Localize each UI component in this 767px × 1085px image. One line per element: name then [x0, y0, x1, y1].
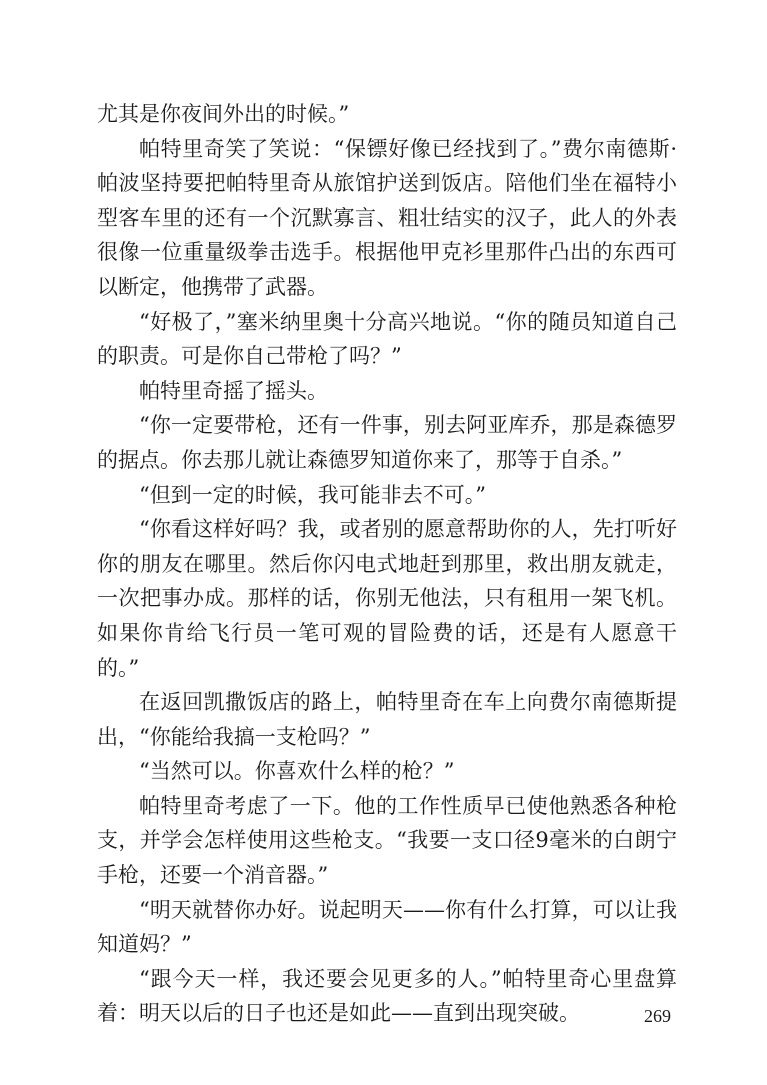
paragraph: 在返回凯撒饭店的路上，帕特里奇在车上向费尔南德斯提出，“你能给我搞一支枪吗？” [97, 690, 677, 749]
paragraph: 帕特里奇摇了摇头。 [139, 378, 328, 403]
body-text [97, 97, 677, 1031]
paragraph: “好极了，”塞米纳里奥十分高兴地说。“你的随员知道自己的职责。可是你自己带枪了吗？” [97, 309, 677, 369]
paragraph: 帕特里奇笑了笑说：“保镖好像已经找到了。”费尔南德斯·帕波坚持要把帕特里奇从旅馆护送到饭店。陪他们坐在福特小型客车里的还有一个沉默寡言、粗壮结实的汉子，此人的外表很像一位重量级拳击选手。根据他甲克衫里那件凸出的东西可以断定，他携带了武器。 [97, 136, 677, 299]
paragraph: “你一定要带枪，还有一件事，别去阿亚库乔，那是森德罗的据点。你去那儿就让森德罗知道你来了，那等于自杀。” [97, 413, 677, 472]
paragraph: 帕特里奇考虑了一下。他的工作性质早已使他熟悉各种枪支，并学会怎样使用这些枪支。“我要一支口径9毫米的白朗宁手枪，还要一个消音器。” [97, 793, 677, 888]
paragraph: “你看这样好吗？我，或者别的愿意帮助你的人，先打听好你的朋友在哪里。然后你闪电式地赶到那里，救出朋友就走，一次把事办成。那样的话，你别无他法，只有租用一架飞机。如果你肯给飞行员一笔可观的冒险费的话，还是有人愿意干的。” [97, 517, 677, 680]
paragraph: “当然可以。你喜欢什么样的枪？” [139, 759, 455, 784]
paragraph-continuation: 尤其是你夜间外出的时候。” [97, 102, 350, 126]
paragraph: “跟今天一样，我还要会见更多的人。”帕特里奇心里盘算着：明天以后的日子也还是如此——直到出现突破。 [97, 966, 677, 1026]
paragraph: “但到一定的时候，我可能非去不可。” [139, 482, 486, 507]
page-number: 269 [644, 1006, 671, 1026]
paragraph: “明天就替你办好。说起明天——你有什么打算，可以让我知道妈？” [97, 897, 677, 957]
